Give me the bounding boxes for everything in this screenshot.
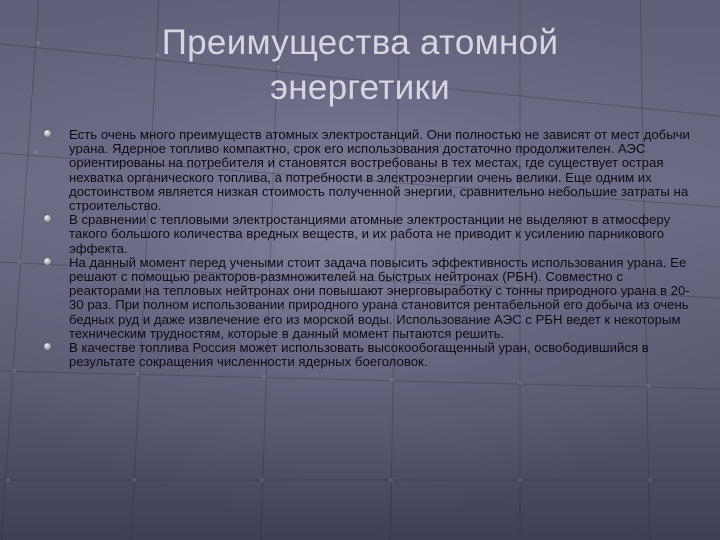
bullet-icon [44, 343, 51, 350]
list-item [44, 213, 694, 256]
slide-title: Преимущества атомной энергетики [161, 23, 559, 107]
bullet-icon [44, 215, 51, 222]
list-item [44, 341, 694, 369]
bullet-list [44, 128, 694, 369]
list-item [44, 256, 694, 341]
bullet-icon [44, 258, 51, 265]
list-item-text: В сравнении с тепловыми электростанциями атомные электростанции не выделяют в атмосферу такого большого количества вредных веществ, и их работа не приводит к усилению парникового эффекта. [69, 212, 671, 256]
list-item-text: Есть очень много преимуществ атомных электростанций. Они полностью не зависят от мест добычи урана. Ядерное топливо компактно, срок его использования достаточно продолжителен. АЭС ориентированы на потребителя и становятся востребованы в тех местах, где существует острая нехватка органического топлива, а потребности в электроэнергии очень велики. Еще одним их достоинством является низкая стоимость полученной энергии, сравнительно небольшие затраты на строительство. [69, 127, 690, 214]
list-item-text: На данный момент перед учеными стоит задача повысить эффективность использования урана. Ее решают с помощью реакторов-размножителей на быстрых нейтронах (РБН). Совместно с реакторами на тепловых нейтронах они повышают энерговыработку с тонны природного урана в 20-30 раз. При полном использовании природного урана становится рентабельной его добыча из очень бедных руд и даже извлечение его из морской воды. Использование АЭС с РБН ведет к некоторым техническим трудностям, которые в данный момент пытаются решить. [69, 254, 690, 341]
bullet-icon [44, 130, 51, 137]
list-item [44, 128, 694, 213]
list-item-text: В качестве топлива Россия может использовать высокообогащенный уран, освободившийся в результате сокращения численности ядерных боеголовок. [69, 340, 649, 370]
